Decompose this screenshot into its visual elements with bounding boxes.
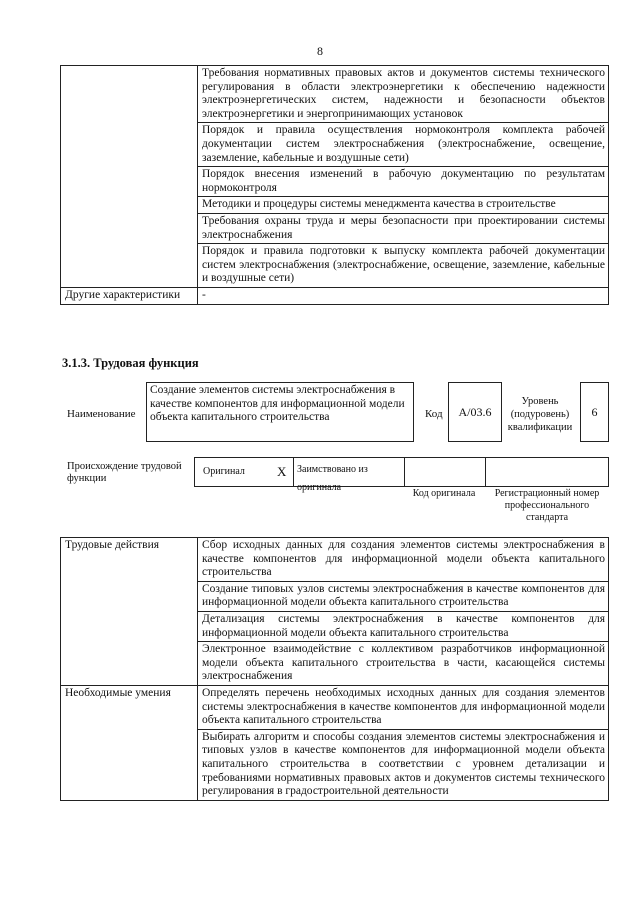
group-label-required-skills: Необходимые умения xyxy=(61,685,198,800)
level-value-box: 6 xyxy=(580,382,609,442)
original-box xyxy=(194,457,294,487)
table-row xyxy=(61,287,609,304)
table-cell: Требования охраны труда и меры безопасности при проектировании системы электроснабжения xyxy=(198,213,609,243)
table-row xyxy=(61,538,609,582)
original-label: Оригинал xyxy=(203,466,245,477)
function-details-table xyxy=(60,537,609,801)
table-cell: Порядок и правила осуществления нормоконтроля комплекта рабочей документации систем электроснабжения (электроснабжение, освещение, заземление, кабельные и воздушные сети) xyxy=(198,123,609,167)
code-value-box: A/03.6 xyxy=(448,382,502,442)
original-mark: X xyxy=(277,464,287,479)
table-row-label: Другие характеристики xyxy=(61,287,198,304)
table-cell: Сбор исходных данных для создания элементов системы электроснабжения в качестве компонентов для информационной модели объекта капитального строительства xyxy=(198,538,609,582)
table-cell-empty xyxy=(61,66,198,288)
origin-label: Происхождение трудовой функции xyxy=(67,461,182,484)
code-caption: Код оригинала xyxy=(412,488,476,499)
borrowed-box xyxy=(293,457,405,493)
page-number: 8 xyxy=(317,44,323,58)
borrowed-label: Заимствовано из оригинала xyxy=(297,464,368,493)
knowledge-table xyxy=(60,65,609,305)
level-label: Уровень (подуровень) квалификации xyxy=(507,396,573,433)
table-cell: Выбирать алгоритм и способы создания элементов системы электроснабжения и типовых узлов в качестве компонентов для информационной модели объекта капитального строительства в соответствии с уровнем детализации и требованиями нормативных правовых актов и документов системы технического регулирования в градостроительной деятельности xyxy=(198,729,609,800)
original-code-box xyxy=(404,457,486,487)
registration-caption: Регистрационный номер профессионального стандарта xyxy=(494,488,600,523)
table-cell: Определять перечень необходимых исходных данных для создания элементов системы электроснабжения в качестве компонентов для информационной модели объекта капитального строительства xyxy=(198,685,609,729)
table-row xyxy=(61,66,609,123)
table-cell: Порядок и правила подготовки к выпуску комплекта рабочей документации систем электроснабжения (электроснабжение, освещение, заземление, кабельные и воздушные сети) xyxy=(198,244,609,288)
registration-number-box xyxy=(485,457,609,487)
table-cell: Порядок внесения изменений в рабочую документацию по результатам нормоконтроля xyxy=(198,167,609,197)
table-cell: Электронное взаимодействие с коллективом разработчиков информационной модели объекта капитального строительства в части, касающейся системы электроснабжения xyxy=(198,642,609,686)
group-label-labor-actions: Трудовые действия xyxy=(61,538,198,686)
name-label: Наименование xyxy=(67,408,136,420)
section-title: 3.1.3. Трудовая функция xyxy=(62,356,199,370)
table-cell: - xyxy=(198,287,609,304)
code-label: Код xyxy=(425,408,443,420)
table-cell: Требования нормативных правовых актов и документов системы технического регулирования в области электроэнергетики к обеспечению надежности электроэнергетических систем, надежности и безопасности объектов электроэнергетики и энергопринимающих установок xyxy=(198,66,609,123)
table-cell: Методики и процедуры системы менеджмента качества в строительстве xyxy=(198,197,609,214)
table-row xyxy=(61,685,609,729)
table-cell: Детализация системы электроснабжения в качестве компонентов для информационной модели объекта капитального строительства xyxy=(198,611,609,641)
function-name-box: Создание элементов системы электроснабжения в качестве компонентов для информационной модели объекта капитального строительства xyxy=(146,382,414,442)
table-cell: Создание типовых узлов системы электроснабжения в качестве компонентов для информационной модели объекта капитального строительства xyxy=(198,581,609,611)
